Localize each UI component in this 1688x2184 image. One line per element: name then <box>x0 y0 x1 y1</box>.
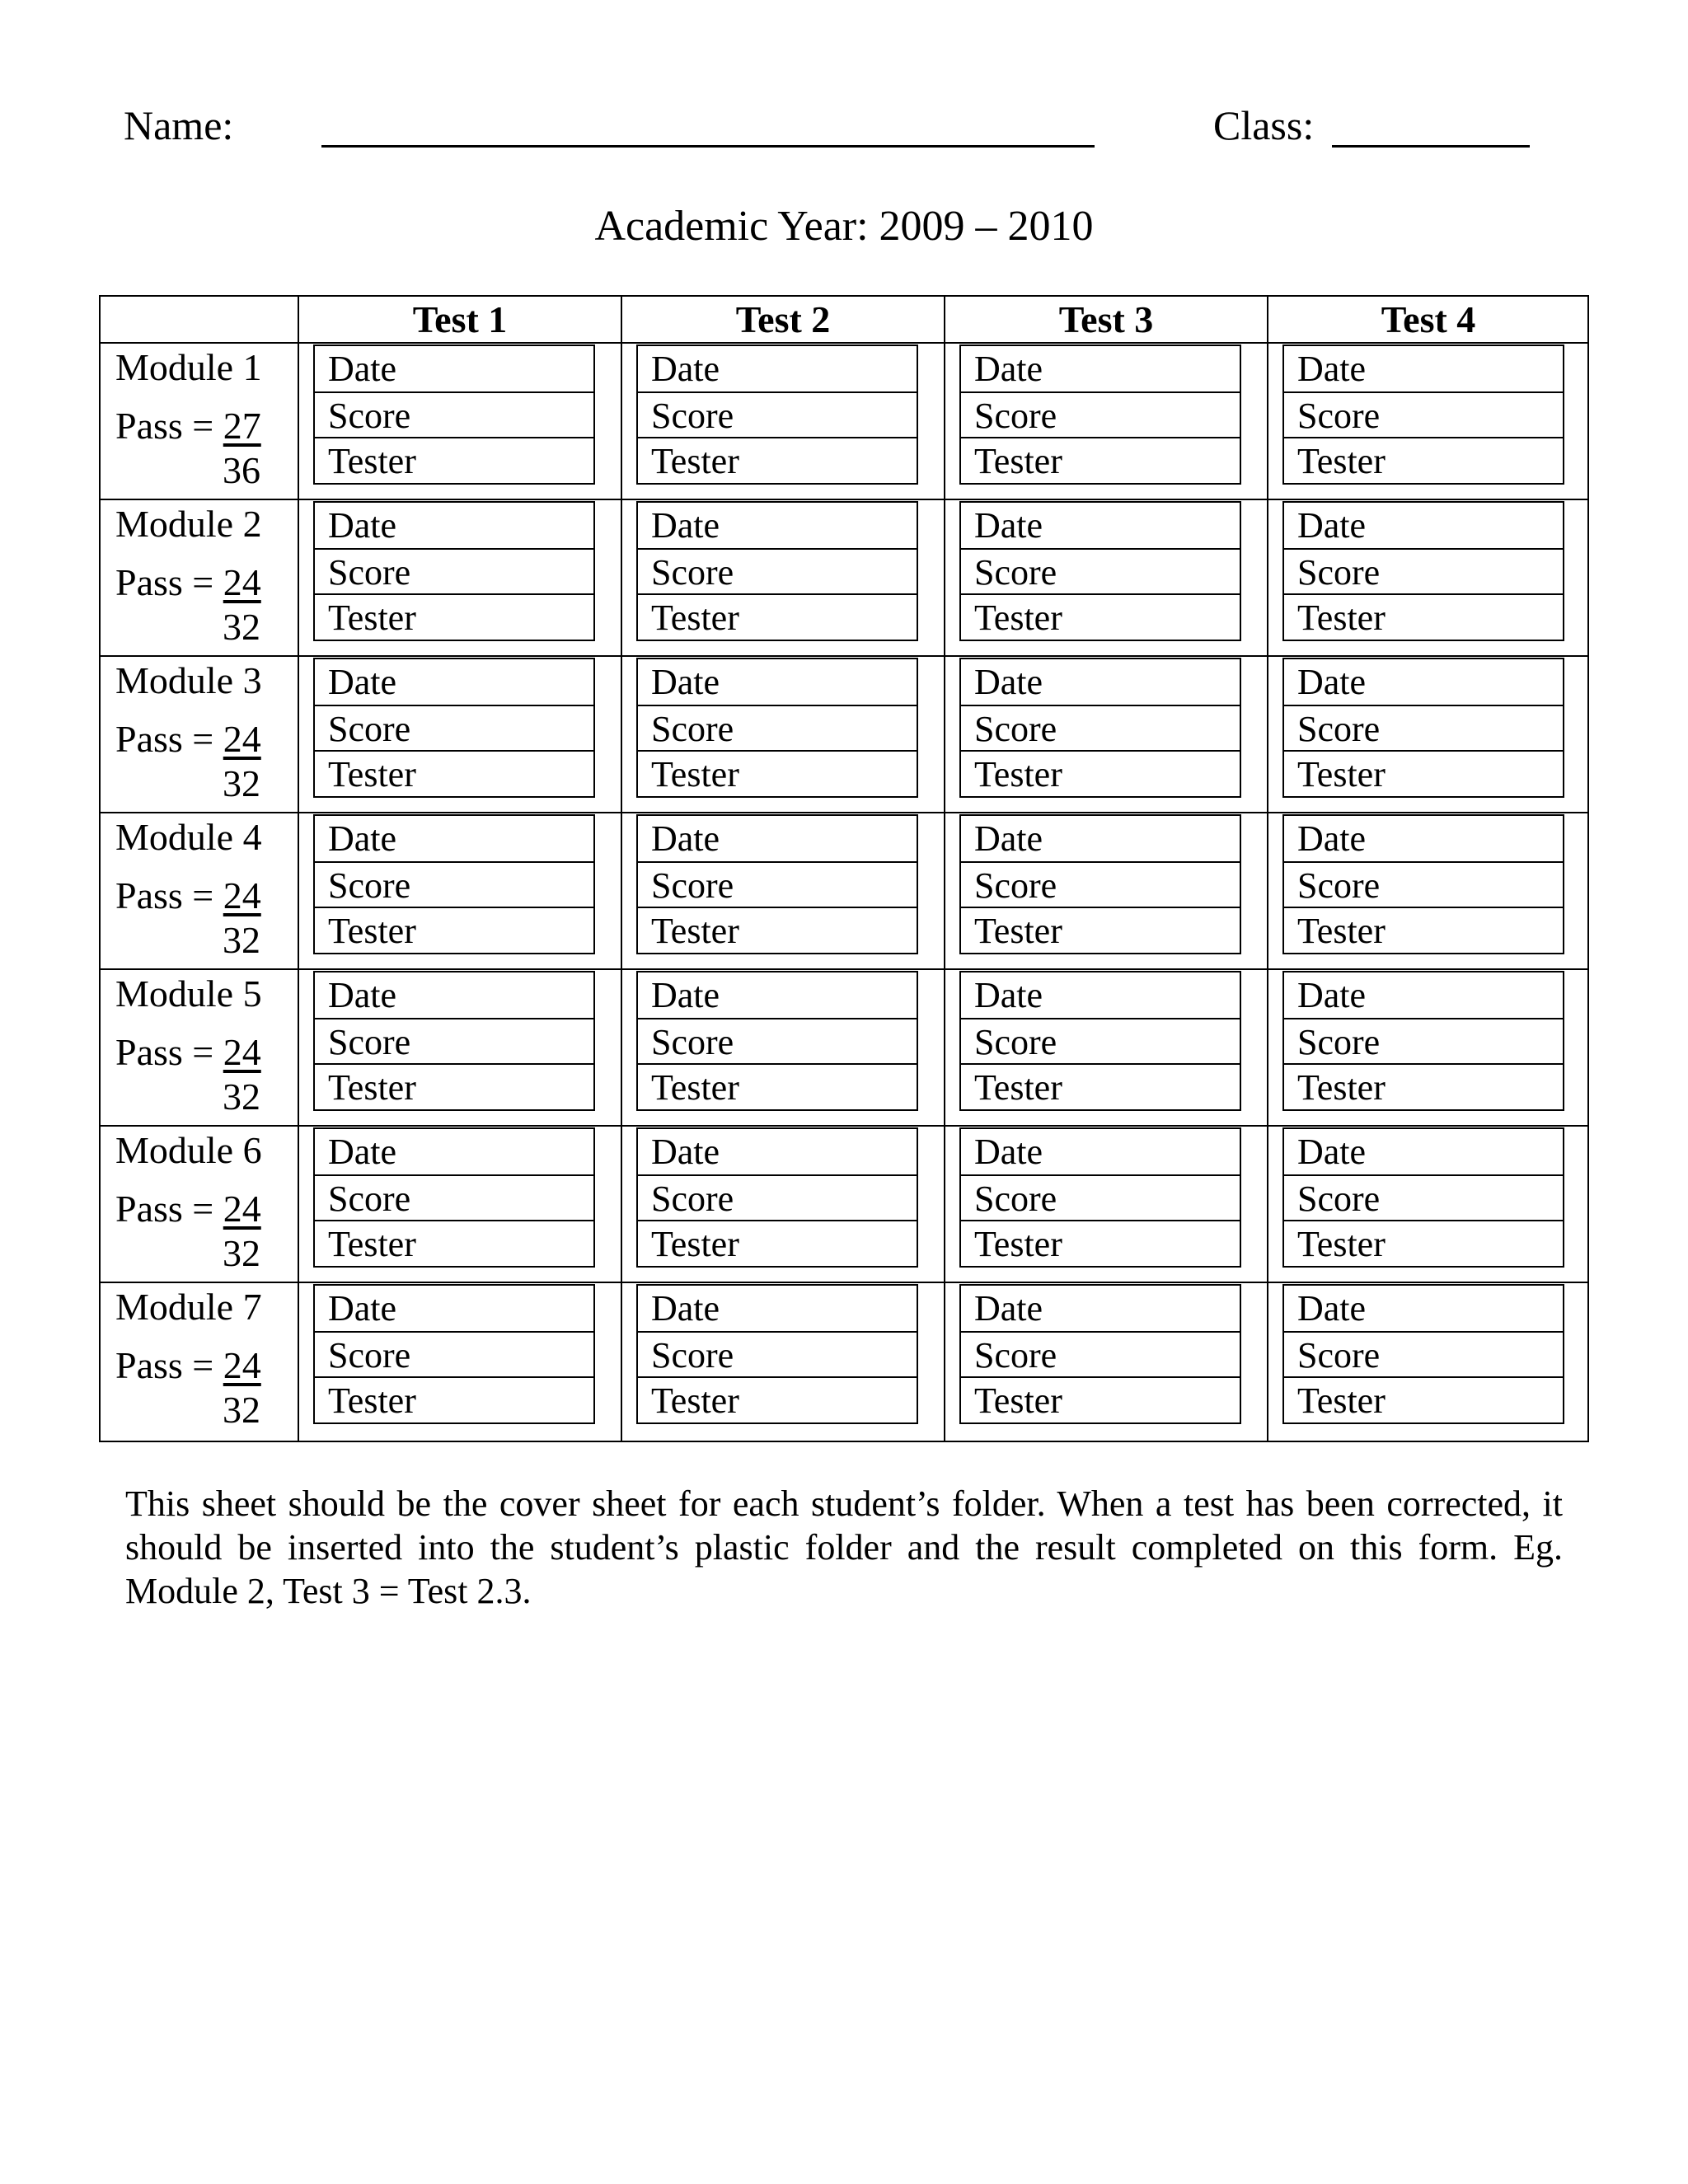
date-field[interactable]: Date <box>328 818 397 859</box>
pass-label: Pass = <box>115 561 223 603</box>
row-divider <box>101 968 1587 970</box>
score-field[interactable]: Score <box>961 861 1240 907</box>
module-name: Module 1 <box>115 346 262 388</box>
tester-field[interactable]: Tester <box>315 593 593 639</box>
result-box-module-5-test-1 <box>313 971 595 1111</box>
test-results-table <box>99 295 1589 1442</box>
date-field[interactable]: Date <box>651 818 720 859</box>
pass-score: 24 <box>223 1344 261 1386</box>
module-cell <box>101 1282 297 1439</box>
date-field[interactable]: Date <box>974 975 1043 1015</box>
result-box-module-2-test-4 <box>1282 501 1564 641</box>
result-box-module-6-test-3 <box>959 1127 1241 1268</box>
date-field[interactable]: Date <box>328 662 397 702</box>
module-name: Module 7 <box>115 1286 262 1328</box>
academic-year-title: Academic Year: 2009 – 2010 <box>594 203 1094 250</box>
pass-total: 32 <box>223 1232 260 1274</box>
row-divider <box>101 1125 1587 1127</box>
score-field[interactable]: Score <box>315 548 593 593</box>
column-divider <box>298 297 299 1441</box>
score-field[interactable]: Score <box>961 1174 1240 1220</box>
pass-label: Pass = <box>115 1031 223 1073</box>
date-field[interactable]: Date <box>328 975 397 1015</box>
date-field[interactable]: Date <box>1297 975 1367 1015</box>
test-header-1: Test 1 <box>412 298 508 340</box>
date-field[interactable]: Date <box>651 662 720 702</box>
date-field[interactable]: Date <box>328 1288 397 1329</box>
test-header-4: Test 4 <box>1381 298 1476 340</box>
module-pass-mark <box>115 1032 261 1073</box>
tester-field[interactable]: Tester <box>638 750 917 795</box>
score-field[interactable]: Score <box>1284 1331 1563 1376</box>
result-box-module-1-test-1 <box>313 344 595 485</box>
result-box-module-7-test-4 <box>1282 1284 1564 1424</box>
tester-field[interactable]: Tester <box>638 1063 917 1108</box>
module-pass-mark <box>115 1188 261 1230</box>
pass-score: 24 <box>223 561 261 603</box>
column-divider <box>1267 297 1268 1441</box>
result-box-module-1-test-3 <box>959 344 1241 485</box>
tester-field[interactable]: Tester <box>1284 907 1563 952</box>
tester-field[interactable]: Tester <box>961 593 1240 639</box>
result-box-module-4-test-3 <box>959 814 1241 954</box>
test-header-2: Test 2 <box>735 298 831 340</box>
tester-field[interactable]: Tester <box>638 1376 917 1422</box>
date-field[interactable]: Date <box>974 505 1043 546</box>
module-pass-mark <box>115 562 261 603</box>
row-divider <box>101 812 1587 813</box>
score-field[interactable]: Score <box>638 1174 917 1220</box>
module-cell <box>101 656 297 813</box>
tester-field[interactable]: Tester <box>961 1220 1240 1265</box>
score-field[interactable]: Score <box>1284 1174 1563 1220</box>
tester-field[interactable]: Tester <box>1284 1063 1563 1108</box>
date-field[interactable]: Date <box>1297 1132 1367 1172</box>
score-field[interactable]: Score <box>1284 705 1563 750</box>
date-field[interactable]: Date <box>1297 505 1367 546</box>
name-field[interactable] <box>321 145 1095 148</box>
score-field[interactable]: Score <box>1284 548 1563 593</box>
score-field[interactable]: Score <box>315 705 593 750</box>
date-field[interactable]: Date <box>974 662 1043 702</box>
pass-total: 32 <box>223 1076 260 1118</box>
tester-field[interactable]: Tester <box>315 907 593 952</box>
result-box-module-2-test-2 <box>636 501 918 641</box>
tester-field[interactable]: Tester <box>1284 750 1563 795</box>
result-box-module-2-test-3 <box>959 501 1241 641</box>
column-divider <box>944 297 945 1441</box>
result-box-module-4-test-4 <box>1282 814 1564 954</box>
tester-field[interactable]: Tester <box>961 1376 1240 1422</box>
tester-field[interactable]: Tester <box>315 750 593 795</box>
row-divider <box>101 655 1587 657</box>
tester-field[interactable]: Tester <box>961 907 1240 952</box>
tester-field[interactable]: Tester <box>315 1063 593 1108</box>
pass-label: Pass = <box>115 874 223 916</box>
score-field[interactable]: Score <box>961 1018 1240 1063</box>
score-field[interactable]: Score <box>315 391 593 437</box>
row-divider <box>101 1282 1587 1283</box>
module-name: Module 3 <box>115 659 262 701</box>
module-pass-mark <box>115 405 261 447</box>
result-box-module-6-test-4 <box>1282 1127 1564 1268</box>
pass-label: Pass = <box>115 718 223 760</box>
result-box-module-3-test-2 <box>636 658 918 798</box>
module-cell <box>101 969 297 1126</box>
score-field[interactable]: Score <box>1284 1018 1563 1063</box>
result-box-module-4-test-2 <box>636 814 918 954</box>
result-box-module-4-test-1 <box>313 814 595 954</box>
date-field[interactable]: Date <box>651 1132 720 1172</box>
score-field[interactable]: Score <box>638 861 917 907</box>
pass-total: 32 <box>223 1389 260 1431</box>
score-field[interactable]: Score <box>1284 391 1563 437</box>
tester-field[interactable]: Tester <box>1284 1376 1563 1422</box>
pass-total: 32 <box>223 762 260 804</box>
pass-label: Pass = <box>115 405 223 447</box>
pass-total: 36 <box>223 449 260 491</box>
score-field[interactable]: Score <box>315 1174 593 1220</box>
module-pass-mark <box>115 875 261 916</box>
date-field[interactable]: Date <box>1297 818 1367 859</box>
date-field[interactable]: Date <box>651 505 720 546</box>
result-box-module-6-test-2 <box>636 1127 918 1268</box>
result-box-module-5-test-4 <box>1282 971 1564 1111</box>
score-field[interactable]: Score <box>638 548 917 593</box>
tester-field[interactable]: Tester <box>1284 437 1563 482</box>
row-divider <box>101 499 1587 500</box>
date-field[interactable]: Date <box>974 1132 1043 1172</box>
tester-field[interactable]: Tester <box>961 437 1240 482</box>
pass-label: Pass = <box>115 1188 223 1230</box>
result-box-module-7-test-2 <box>636 1284 918 1424</box>
score-field[interactable]: Score <box>638 1018 917 1063</box>
tester-field[interactable]: Tester <box>315 437 593 482</box>
result-box-module-5-test-2 <box>636 971 918 1111</box>
result-box-module-3-test-3 <box>959 658 1241 798</box>
result-box-module-3-test-1 <box>313 658 595 798</box>
tester-field[interactable]: Tester <box>638 907 917 952</box>
pass-score: 24 <box>223 1031 261 1073</box>
name-label: Name: <box>124 102 234 148</box>
score-field[interactable]: Score <box>961 1331 1240 1376</box>
date-field[interactable]: Date <box>1297 349 1367 389</box>
result-box-module-3-test-4 <box>1282 658 1564 798</box>
pass-total: 32 <box>223 919 260 961</box>
result-box-module-6-test-1 <box>313 1127 595 1268</box>
date-field[interactable]: Date <box>651 975 720 1015</box>
date-field[interactable]: Date <box>1297 662 1367 702</box>
module-pass-mark <box>115 719 261 760</box>
module-name: Module 6 <box>115 1129 262 1171</box>
tester-field[interactable]: Tester <box>638 593 917 639</box>
module-cell <box>101 343 297 499</box>
result-box-module-2-test-1 <box>313 501 595 641</box>
date-field[interactable]: Date <box>328 349 397 389</box>
tester-field[interactable]: Tester <box>638 437 917 482</box>
date-field[interactable]: Date <box>328 505 397 546</box>
score-field[interactable]: Score <box>315 1018 593 1063</box>
pass-score: 24 <box>223 718 261 760</box>
score-field[interactable]: Score <box>961 705 1240 750</box>
module-name: Module 2 <box>115 503 262 545</box>
module-name: Module 5 <box>115 972 262 1015</box>
date-field[interactable]: Date <box>974 349 1043 389</box>
module-cell <box>101 813 297 969</box>
result-box-module-5-test-3 <box>959 971 1241 1111</box>
result-box-module-1-test-2 <box>636 344 918 485</box>
pass-total: 32 <box>223 606 260 648</box>
result-box-module-7-test-1 <box>313 1284 595 1424</box>
tester-field[interactable]: Tester <box>961 750 1240 795</box>
score-field[interactable]: Score <box>315 1331 593 1376</box>
date-field[interactable]: Date <box>974 1288 1043 1329</box>
pass-score: 27 <box>223 405 261 447</box>
date-field[interactable]: Date <box>651 1288 720 1329</box>
tester-field[interactable]: Tester <box>638 1220 917 1265</box>
result-box-module-1-test-4 <box>1282 344 1564 485</box>
date-field[interactable]: Date <box>651 349 720 389</box>
score-field[interactable]: Score <box>315 861 593 907</box>
date-field[interactable]: Date <box>1297 1288 1367 1329</box>
module-cell <box>101 499 297 656</box>
score-field[interactable]: Score <box>1284 861 1563 907</box>
module-cell <box>101 1126 297 1282</box>
result-box-module-7-test-3 <box>959 1284 1241 1424</box>
date-field[interactable]: Date <box>974 818 1043 859</box>
score-field[interactable]: Score <box>638 1331 917 1376</box>
tester-field[interactable]: Tester <box>315 1376 593 1422</box>
pass-label: Pass = <box>115 1344 223 1386</box>
pass-score: 24 <box>223 1188 261 1230</box>
score-field[interactable]: Score <box>638 391 917 437</box>
tester-field[interactable]: Tester <box>315 1220 593 1265</box>
module-pass-mark <box>115 1345 261 1386</box>
score-field[interactable]: Score <box>961 391 1240 437</box>
pass-score: 24 <box>223 874 261 916</box>
instructions-note: This sheet should be the cover sheet for each student’s folder. When a test has been corrected, it should be inserted into the student’s plastic folder and the result completed on this form. Eg. Module 2, Test 3 = Test 2.3. <box>125 1483 1563 1611</box>
module-name: Module 4 <box>115 816 262 858</box>
class-field[interactable] <box>1332 145 1530 148</box>
class-label: Class: <box>1213 102 1315 148</box>
date-field[interactable]: Date <box>328 1132 397 1172</box>
column-divider <box>621 297 622 1441</box>
tester-field[interactable]: Tester <box>961 1063 1240 1108</box>
tester-field[interactable]: Tester <box>1284 1220 1563 1265</box>
score-field[interactable]: Score <box>961 548 1240 593</box>
score-field[interactable]: Score <box>638 705 917 750</box>
tester-field[interactable]: Tester <box>1284 593 1563 639</box>
test-header-3: Test 3 <box>1058 298 1154 340</box>
